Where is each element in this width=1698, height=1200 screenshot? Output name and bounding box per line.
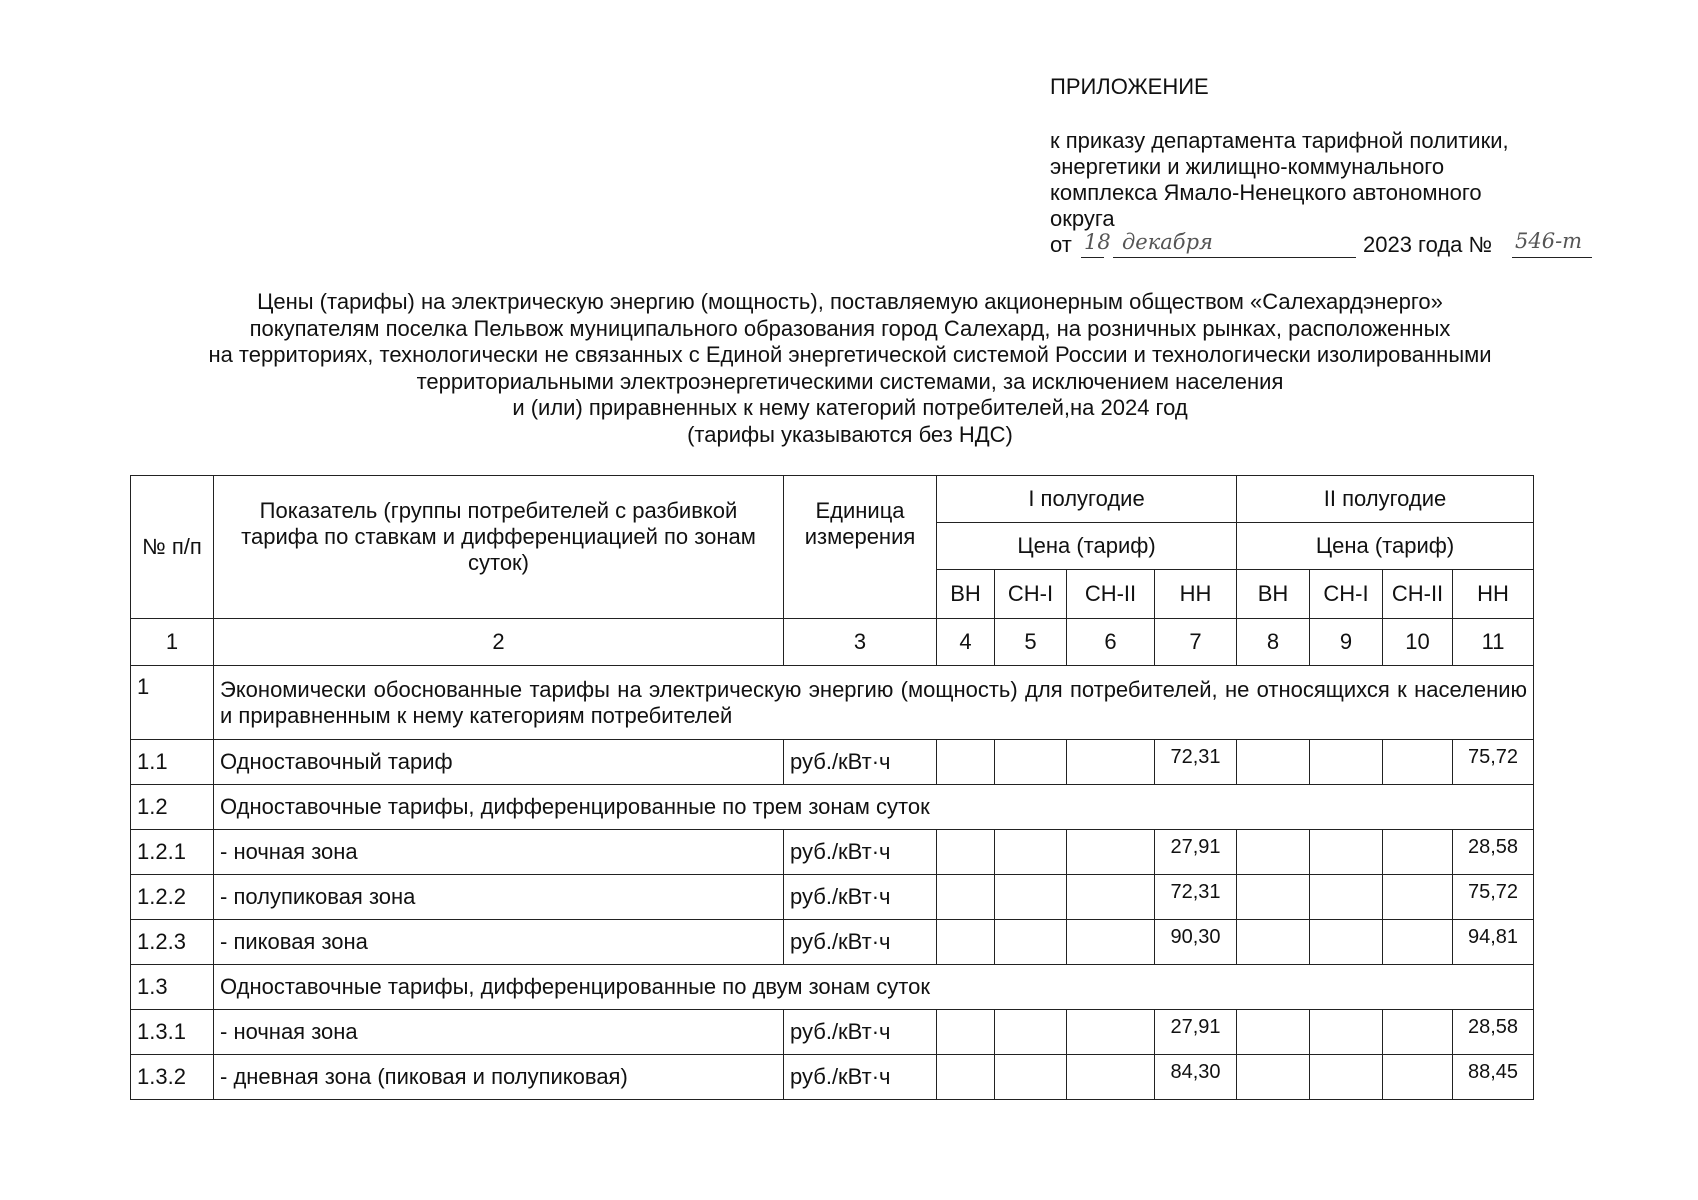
column-number: 10 xyxy=(1383,619,1453,666)
header-voltage: СН-I xyxy=(995,570,1067,619)
unit-cell: руб./кВт·ч xyxy=(784,740,937,785)
section-title: Одноставочные тарифы, дифференцированные по двум зонам суток xyxy=(214,965,1534,1010)
header-voltage: НН xyxy=(1155,570,1237,619)
document-title xyxy=(100,289,1600,448)
unit-cell: руб./кВт·ч xyxy=(784,920,937,965)
column-number: 5 xyxy=(995,619,1067,666)
indicator-name: - дневная зона (пиковая и полупиковая) xyxy=(214,1055,784,1100)
title-line: (тарифы указываются без НДС) xyxy=(687,421,1013,447)
row-number: 1.2.1 xyxy=(131,830,214,875)
section-row xyxy=(131,785,1534,830)
price-cell: 72,31 xyxy=(1155,740,1237,785)
handwritten-day: 18 xyxy=(1084,230,1111,254)
column-number: 2 xyxy=(214,619,784,666)
price-cell xyxy=(1310,830,1383,875)
table-row xyxy=(131,920,1534,965)
column-number: 8 xyxy=(1237,619,1310,666)
price-cell xyxy=(1383,1055,1453,1100)
month-underline xyxy=(1113,257,1356,258)
header-voltage: СН-I xyxy=(1310,570,1383,619)
price-cell xyxy=(1067,920,1155,965)
price-cell: 72,31 xyxy=(1155,875,1237,920)
column-number: 1 xyxy=(131,619,214,666)
price-cell xyxy=(1310,740,1383,785)
price-cell xyxy=(1310,875,1383,920)
order-ref-line: округа xyxy=(1050,206,1115,231)
title-line: территориальными электроэнергетическими системами, за исключением населения xyxy=(416,368,1284,394)
row-number: 1.3 xyxy=(131,965,214,1010)
column-number: 6 xyxy=(1067,619,1155,666)
from-label: от xyxy=(1050,232,1072,257)
price-cell xyxy=(1067,1010,1155,1055)
price-cell xyxy=(995,875,1067,920)
handwritten-order-number: 546-т xyxy=(1515,229,1583,253)
year-number-label: 2023 года № xyxy=(1363,232,1493,257)
indicator-name: Одноставочный тариф xyxy=(214,740,784,785)
column-number-row xyxy=(131,619,1534,666)
price-cell xyxy=(937,830,995,875)
unit-cell: руб./кВт·ч xyxy=(784,875,937,920)
price-cell xyxy=(1310,1055,1383,1100)
table-body xyxy=(131,476,1534,1100)
day-underline xyxy=(1081,257,1104,258)
indicator-name: - полупиковая зона xyxy=(214,875,784,920)
price-cell xyxy=(937,920,995,965)
price-cell xyxy=(1067,875,1155,920)
price-cell xyxy=(1383,875,1453,920)
unit-cell: руб./кВт·ч xyxy=(784,830,937,875)
header-half1: I полугодие xyxy=(937,476,1237,523)
header-row xyxy=(131,476,1534,523)
price-cell xyxy=(937,875,995,920)
indicator-name: - ночная зона xyxy=(214,830,784,875)
row-number: 1 xyxy=(131,666,214,740)
price-cell xyxy=(1237,875,1310,920)
title-line: Цены (тарифы) на электрическую энергию (мощность), поставляемую акционерным обществом «Салехардэнерго» xyxy=(257,289,1443,314)
header-voltage: СН-II xyxy=(1383,570,1453,619)
order-ref-line: к приказу департамента тарифной политики, xyxy=(1050,128,1509,153)
handwritten-month: декабря xyxy=(1122,230,1213,254)
order-ref-line: комплекса Ямало-Ненецкого автономного xyxy=(1050,180,1482,205)
row-number: 1.3.2 xyxy=(131,1055,214,1100)
price-cell xyxy=(1067,740,1155,785)
price-cell xyxy=(1310,920,1383,965)
price-cell xyxy=(1310,1010,1383,1055)
price-cell: 84,30 xyxy=(1155,1055,1237,1100)
price-cell: 88,45 xyxy=(1453,1055,1534,1100)
price-cell: 27,91 xyxy=(1155,1010,1237,1055)
price-cell: 94,81 xyxy=(1453,920,1534,965)
price-cell xyxy=(937,740,995,785)
price-cell xyxy=(1237,830,1310,875)
price-cell xyxy=(1237,1055,1310,1100)
header-price-half1: Цена (тариф) xyxy=(937,523,1237,570)
price-cell xyxy=(937,1010,995,1055)
order-ref-line: энергетики и жилищно-коммунального xyxy=(1050,154,1445,179)
section-title: Одноставочные тарифы, дифференцированные по трем зонам суток xyxy=(214,785,1534,830)
price-cell: 28,58 xyxy=(1453,1010,1534,1055)
column-number: 4 xyxy=(937,619,995,666)
column-number: 9 xyxy=(1310,619,1383,666)
section-title: Экономически обоснованные тарифы на электрическую энергию (мощность) для потребителей, не относящихся к населению и приравненным к нему категориям потребителей xyxy=(214,666,1534,740)
price-cell: 75,72 xyxy=(1453,740,1534,785)
row-number: 1.2.2 xyxy=(131,875,214,920)
header-voltage: ВН xyxy=(1237,570,1310,619)
column-number: 3 xyxy=(784,619,937,666)
title-line: на территориях, технологически не связанных с Единой энергетической системой России и технологически изолированными xyxy=(208,342,1492,367)
number-underline xyxy=(1512,257,1592,258)
price-cell: 90,30 xyxy=(1155,920,1237,965)
header-num: № п/п xyxy=(131,476,214,619)
price-cell xyxy=(1237,920,1310,965)
row-number: 1.3.1 xyxy=(131,1010,214,1055)
unit-cell: руб./кВт·ч xyxy=(784,1010,937,1055)
price-cell xyxy=(995,920,1067,965)
table-row xyxy=(131,875,1534,920)
order-date-number-line xyxy=(1050,229,1650,260)
tariffs-table xyxy=(130,475,1534,1100)
header-price-half2: Цена (тариф) xyxy=(1237,523,1534,570)
price-cell xyxy=(937,1055,995,1100)
indicator-name: - пиковая зона xyxy=(214,920,784,965)
price-cell xyxy=(1237,740,1310,785)
header-indicator: Показатель (группы потребителей с разбивкой тарифа по ставкам и дифференциацией по зонам суток) xyxy=(214,476,784,619)
price-cell xyxy=(1383,830,1453,875)
price-cell xyxy=(1383,740,1453,785)
price-cell: 27,91 xyxy=(1155,830,1237,875)
row-number: 1.1 xyxy=(131,740,214,785)
table-row xyxy=(131,1010,1534,1055)
title-line: покупателям поселка Пельвож муниципального образования город Салехард, на розничных рынках, расположенных xyxy=(249,315,1451,341)
price-cell: 75,72 xyxy=(1453,875,1534,920)
unit-cell: руб./кВт·ч xyxy=(784,1055,937,1100)
price-cell xyxy=(1237,1010,1310,1055)
section-row xyxy=(131,666,1534,740)
table-row xyxy=(131,1055,1534,1100)
header-half2: II полугодие xyxy=(1237,476,1534,523)
table-row xyxy=(131,830,1534,875)
price-cell: 28,58 xyxy=(1453,830,1534,875)
price-cell xyxy=(1383,1010,1453,1055)
appendix-block xyxy=(1050,74,1650,260)
header-voltage: НН xyxy=(1453,570,1534,619)
row-number: 1.2 xyxy=(131,785,214,830)
price-cell xyxy=(995,1010,1067,1055)
indicator-name: - ночная зона xyxy=(214,1010,784,1055)
price-cell xyxy=(995,830,1067,875)
price-cell xyxy=(1383,920,1453,965)
price-cell xyxy=(1067,1055,1155,1100)
price-cell xyxy=(995,740,1067,785)
price-cell xyxy=(995,1055,1067,1100)
column-number: 7 xyxy=(1155,619,1237,666)
appendix-heading: ПРИЛОЖЕНИЕ xyxy=(1050,74,1209,99)
title-line: и (или) приравненных к нему категорий потребителей,на 2024 год xyxy=(512,395,1188,420)
row-number: 1.2.3 xyxy=(131,920,214,965)
price-cell xyxy=(1067,830,1155,875)
header-voltage: СН-II xyxy=(1067,570,1155,619)
section-row xyxy=(131,965,1534,1010)
table-row xyxy=(131,740,1534,785)
header-voltage: ВН xyxy=(937,570,995,619)
column-number: 11 xyxy=(1453,619,1534,666)
header-unit: Единица измерения xyxy=(784,476,937,619)
